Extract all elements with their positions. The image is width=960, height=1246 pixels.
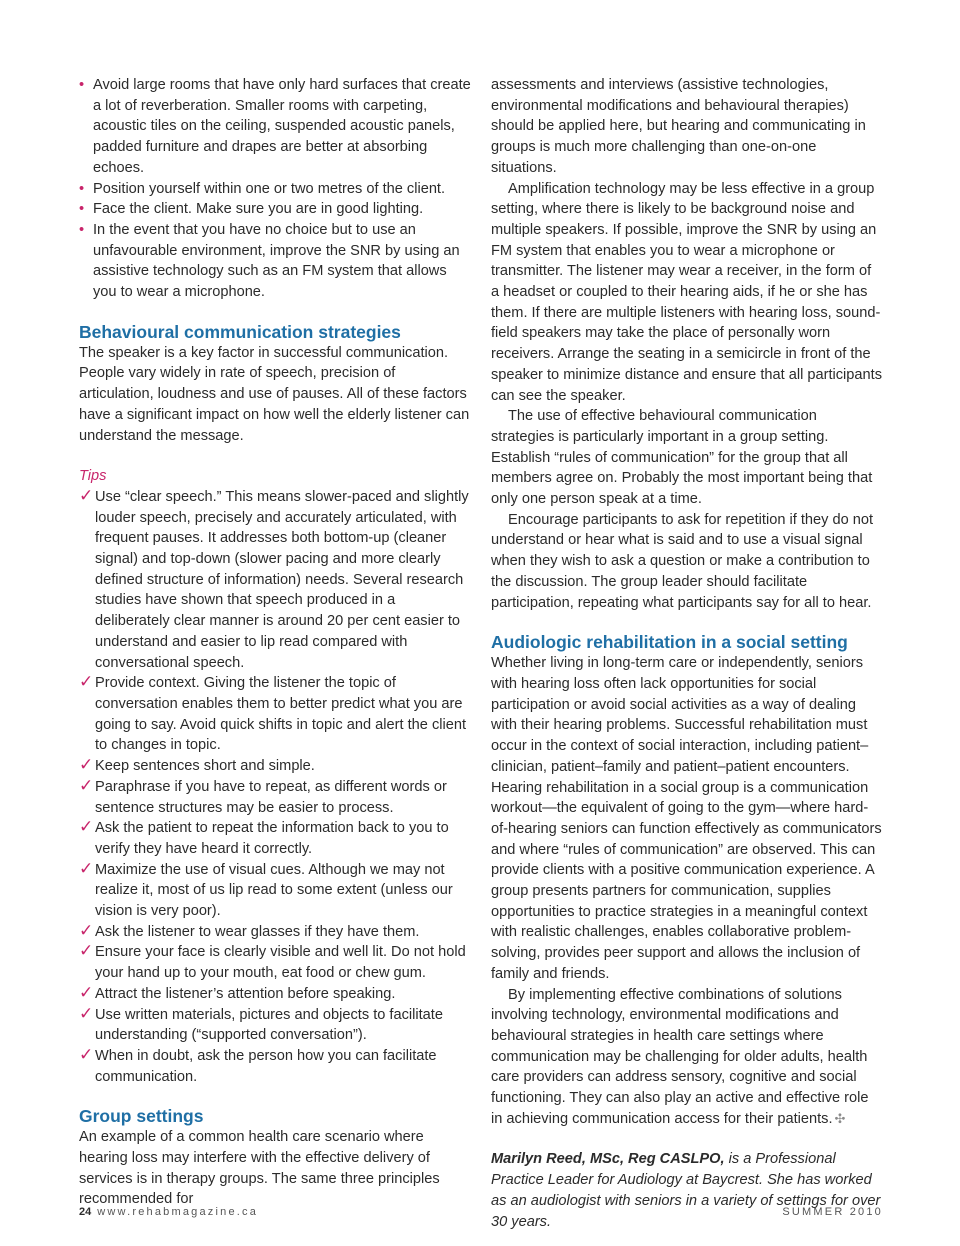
bullet-icon: • xyxy=(79,180,85,197)
section-heading-behavioural: Behavioural communication strategies xyxy=(79,321,401,342)
author-bio xyxy=(491,1149,883,1232)
checkmark-icon: ✓ xyxy=(79,755,94,775)
list-item xyxy=(79,75,471,179)
checkmark-icon: ✓ xyxy=(79,817,94,837)
checkmark-icon: ✓ xyxy=(79,941,94,961)
tip-item xyxy=(79,818,471,859)
footer-issue: SUMMER 2010 xyxy=(782,1206,883,1218)
left-column xyxy=(79,75,471,1210)
behavioural-paragraph: The speaker is a key factor in successful communication. People vary widely in rate of speech, precision of articulation, loudness and use of pauses. All of these factors have a significant impact on how well the elderly listener can understand the message. xyxy=(79,344,470,444)
amplification-paragraph: Amplification technology may be less effective in a group setting, where there is likely to be background noise and multiple speakers. If possible, improve the SNR by using an FM system that enables you to wear a microphone or transmitter. The listener may wear a receiver, in the form of a headset or coupled to their hearing aids, if he or she has them. If there are multiple listeners with hearing loss, sound-field speakers may take the place of personally worn receivers. Arrange the seating in a semicircle in front of the speaker to minimize distance and ensure that all participants can see the speaker. xyxy=(491,180,882,404)
tip-item xyxy=(79,673,471,756)
list-item-text: Face the client. Make sure you are in good lighting. xyxy=(93,201,424,218)
tip-item xyxy=(79,777,471,818)
tip-text: Use written materials, pictures and objects to facilitate understanding (“supported conversation”). xyxy=(95,1006,443,1044)
checkmark-icon: ✓ xyxy=(79,672,94,692)
tips-label: Tips xyxy=(79,468,107,485)
tip-item xyxy=(79,487,471,673)
tip-item xyxy=(79,984,471,1005)
bullet-icon: • xyxy=(79,221,85,238)
list-item-text: In the event that you have no choice but to use an unfavourable environment, improve the SNR by using an assistive technology such as an FM system that allows you to wear a microphone. xyxy=(93,221,460,301)
section-heading-group-settings: Group settings xyxy=(79,1106,204,1127)
tip-item xyxy=(79,1005,471,1046)
checkmark-icon: ✓ xyxy=(79,1003,94,1023)
tip-text: Ask the listener to wear glasses if they have them. xyxy=(95,923,420,940)
tip-text: Paraphrase if you have to repeat, as different words or sentence structures may be easier to process. xyxy=(95,778,447,816)
bullet-icon: • xyxy=(79,201,85,218)
tip-text: Ask the patient to repeat the information back to you to verify they have heard it correctly. xyxy=(95,820,449,857)
tips-list xyxy=(79,487,471,1087)
checkmark-icon: ✓ xyxy=(79,775,94,795)
bullet-icon: • xyxy=(79,77,85,93)
footer-left xyxy=(79,1206,258,1218)
tip-item xyxy=(79,922,471,943)
tip-item xyxy=(79,756,471,777)
tip-text: Provide context. Giving the listener the topic of conversation enables them to better predict what you are going to say. Avoid quick shifts in topic and alert the client to changes in topic. xyxy=(95,675,467,754)
section-heading-audiologic: Audiologic rehabilitation in a social setting xyxy=(491,632,848,653)
behavioural-group-paragraph: The use of effective behavioural communication strategies is particularly important in a group setting. Establish “rules of communication” for the group that all members agree on. Probably the most important being that only one person speak at a time. xyxy=(491,408,873,508)
checkmark-icon: ✓ xyxy=(79,1044,94,1064)
continued-paragraph: assessments and interviews (assistive technologies, environmental modifications and behavioural therapies) should be applied here, but hearing and communicating in groups is much more challenging than one-on-one situations. xyxy=(491,77,866,176)
page-number: 24 xyxy=(79,1206,92,1218)
checkmark-icon: ✓ xyxy=(79,485,94,505)
list-item-text: Position yourself within one or two metres of the client. xyxy=(93,180,446,197)
checkmark-icon: ✓ xyxy=(79,920,94,940)
audiologic-paragraph: Whether living in long-term care or independently, seniors with hearing loss often lack opportunities for social participation or avoid social activities as a way of dealing with their hearing problems. Successful rehabilitation must occur in the context of social interaction, including patient–clinician, patient–family and patient–patient encounters. Hearing rehabilitation in a social group is a communication workout—the equivalent of going to the gym—where hard-of-hearing seniors can function effectively as communicators and where “rules of communication” are observed. This can provide clients with a positive communication experience. A group presents partners for communication, supplies opportunities to practice strategies in a meaningful context with realistic challenges, enables collaborative problem-solving, provides peer support and allows the inclusion of family and friends. xyxy=(491,655,882,982)
list-item xyxy=(79,199,471,220)
conclusion-paragraph xyxy=(491,985,883,1130)
tip-text: Maximize the use of visual cues. Although we may not realize it, most of us lip read to some extent (unless our vision is very poor). xyxy=(95,861,453,920)
tip-text: Use “clear speech.” This means slower-paced and slightly louder speech, precisely and accurately articulated, with frequent pauses. It addresses both bottom-up (cleaner signal) and top-down (slower pacing and more clearly defined structure of information) needs. Several research studies have shown that speech produced in a deliberately clear manner is around 20 per cent easier to understand and easier to lip read compared with conversational speech. xyxy=(95,488,469,671)
checkmark-icon: ✓ xyxy=(79,982,94,1002)
list-item xyxy=(79,179,471,200)
environment-bullet-list xyxy=(79,75,471,303)
group-settings-paragraph: An example of a common health care scenario where hearing loss may interfere with the effective delivery of services is in therapy groups. The same three principles recommended for xyxy=(79,1129,440,1208)
tip-item xyxy=(79,942,471,983)
end-of-article-icon: ✣ xyxy=(834,1110,846,1126)
conclusion-text: By implementing effective combinations of solutions involving technology, environmental modifications and behavioural strategies in health care settings where communication may be challenging for older adults, health care providers can address sensory, cognitive and social functioning. They can also play an active and effective role in achieving communication access for their patients. xyxy=(491,986,869,1127)
footer-url: www.rehabmagazine.ca xyxy=(97,1206,259,1218)
list-item-text: Avoid large rooms that have only hard surfaces that create a lot of reverberation. Smaller rooms with carpeting, acoustic tiles on the ceiling, suspended acoustic panels, padded furniture and drapes are better at absorbing echoes. xyxy=(93,77,471,176)
repetition-paragraph: Encourage participants to ask for repetition if they do not understand or hear what is said and to use a visual signal when they wish to ask a question or make a contribution to the discussion. The group leader should facilitate participation, repeating what participants say for all to hear. xyxy=(491,511,874,611)
right-column xyxy=(491,75,883,1232)
list-item xyxy=(79,220,471,303)
tip-text: Attract the listener’s attention before speaking. xyxy=(95,985,396,1002)
tip-text: Ensure your face is clearly visible and well lit. Do not hold your hand up to your mouth, eat food or chew gum. xyxy=(95,944,466,982)
tip-text: When in doubt, ask the person how you can facilitate communication. xyxy=(95,1047,437,1085)
author-bio-text: is a Professional Practice Leader for Audiology at Baycrest. She has worked as an audiologist with seniors in a variety of settings for over 30 years. xyxy=(491,1151,881,1230)
author-name: Marilyn Reed, MSc, Reg CASLPO, xyxy=(491,1151,725,1168)
tip-item xyxy=(79,860,471,922)
checkmark-icon: ✓ xyxy=(79,858,94,878)
tip-text: Keep sentences short and simple. xyxy=(95,758,315,775)
tip-item xyxy=(79,1046,471,1087)
